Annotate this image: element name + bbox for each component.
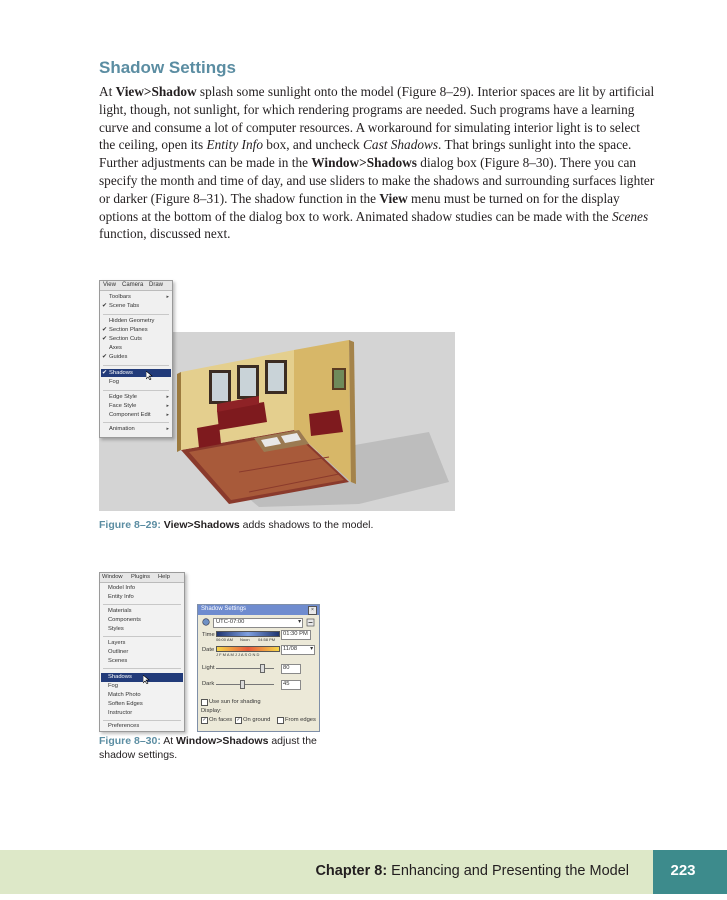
view-term: View (379, 190, 408, 206)
check-icon: ✔ (102, 327, 107, 333)
timezone-select[interactable]: UTC-07:00 ▾ (213, 618, 303, 628)
page-number: 223 (670, 862, 696, 879)
submenu-arrow-icon: ▸ (166, 403, 169, 409)
menu-item-soften-edges[interactable]: Soften Edges (108, 701, 143, 707)
on-ground-label: On ground (243, 717, 271, 723)
menu-camera[interactable]: Camera (122, 282, 144, 288)
use-sun-label: Use sun for shading (209, 699, 261, 705)
on-ground-checkbox[interactable]: ✓ (236, 717, 241, 723)
dark-slider-track[interactable] (216, 684, 274, 685)
check-icon: ✔ (102, 303, 107, 309)
menu-item-instructor[interactable]: Instructor (108, 710, 133, 716)
scenes-term: Scenes (611, 208, 649, 224)
submenu-arrow-icon: ▸ (166, 426, 169, 432)
light-slider-thumb[interactable] (260, 664, 265, 673)
dropdown-arrow-icon: ▾ (298, 619, 301, 625)
body-paragraph: At View>Shadow splash some sunlight onto the model (Figure 8–29). Interior spaces are lit by artificial light, though, not sunlight, for which rendering programs are needed. Such programs have a learning curve and consume a lot of computer resources. A workaround for simulating interior light is to select the ceiling, open its Entity Info box, and uncheck Cast Shadows. That brings sunlight into the space. Further adjustments can be made in the Window>Shadows dialog box (Figure 8–30). There you can specify the month and time of day, and use sliders to make the shadows and surrounding surfaces lighter or darker (Figure 8–31). The shadow function in the View menu must be turned on for the display options at the bottom of the dialog box to work. Animated shadow studies can be made with the Scenes function, discussed next. (99, 84, 655, 242)
menu-separator (103, 422, 169, 423)
menu-item-match-photo[interactable]: Match Photo (108, 692, 141, 698)
entity-info-term: Entity Info (206, 137, 263, 153)
dropdown-arrow-icon: ▾ (310, 646, 313, 652)
menu-separator (103, 365, 169, 366)
on-faces-label: On faces (209, 717, 233, 723)
menu-item-components[interactable]: Components (108, 617, 141, 623)
menu-item-face-style[interactable]: Face Style (109, 403, 137, 409)
figure-8-29 (99, 280, 455, 511)
menu-item-shadows[interactable]: Shadows (109, 370, 133, 376)
menu-item-guides[interactable]: Guides (109, 354, 128, 360)
menu-item-preferences[interactable]: Preferences (108, 723, 140, 729)
submenu-arrow-icon: ▸ (166, 412, 169, 418)
cast-shadows-term: Cast Shadows (363, 137, 439, 153)
mouse-cursor-icon (146, 371, 153, 380)
menu-item-section-cuts[interactable]: Section Cuts (109, 336, 142, 342)
menu-item-outliner[interactable]: Outliner (108, 649, 129, 655)
menu-item-styles[interactable]: Styles (108, 626, 124, 632)
light-label: Light (202, 665, 215, 671)
menu-item-scene-tabs[interactable]: Scene Tabs (109, 303, 140, 309)
mouse-cursor-icon (143, 675, 150, 684)
menu-view[interactable]: View (103, 282, 116, 288)
menu-item-animation[interactable]: Animation (109, 426, 135, 432)
menu-separator (103, 314, 169, 315)
globe-icon (202, 618, 210, 626)
menu-item-shadows[interactable]: Shadows (108, 674, 132, 680)
menu-item-component-edit[interactable]: Component Edit (109, 412, 151, 418)
menu-bar (100, 573, 184, 583)
menu-item-entity-info[interactable]: Entity Info (108, 594, 134, 600)
menu-bar (100, 281, 172, 291)
submenu-arrow-icon: ▸ (166, 294, 169, 300)
menu-item-materials[interactable]: Materials (108, 608, 132, 614)
menu-separator (103, 390, 169, 391)
date-label: Date (202, 647, 215, 653)
dark-field[interactable]: 45 (281, 680, 301, 690)
display-label: Display: (201, 708, 222, 714)
figure-8-30-caption: Figure 8–30: At Window>Shadows adjust the shadow settings. (99, 735, 317, 761)
on-faces-checkbox[interactable]: ✓ (202, 717, 207, 723)
check-icon: ✔ (102, 370, 107, 376)
menu-item-scenes[interactable]: Scenes (108, 658, 128, 664)
time-field[interactable]: 01:30 PM (281, 630, 311, 640)
shadow-settings-dialog (197, 604, 320, 732)
menu-separator (103, 720, 181, 721)
time-noon-label: Noon (240, 637, 250, 642)
time-end-label: 04:58 PM (258, 637, 276, 642)
menu-plugins[interactable]: Plugins (131, 574, 151, 580)
footer-band (0, 850, 653, 894)
check-icon: ✔ (102, 354, 107, 360)
use-sun-checkbox[interactable] (201, 699, 208, 706)
time-label: Time (202, 632, 215, 638)
menu-item-edge-style[interactable]: Edge Style (109, 394, 138, 400)
page-number-box (653, 850, 727, 894)
view-menu-dropdown (99, 280, 173, 438)
menu-separator (103, 668, 181, 669)
dialog-title: Shadow Settings (201, 606, 247, 612)
menu-draw[interactable]: Draw (149, 282, 164, 288)
dialog-title-bar (198, 605, 319, 615)
menu-item-hidden-geometry[interactable]: Hidden Geometry (109, 318, 155, 324)
menu-item-fog[interactable]: Fog (109, 379, 119, 385)
menu-item-toolbars[interactable]: Toolbars (109, 294, 131, 300)
menu-help[interactable]: Help (158, 574, 170, 580)
dark-label: Dark (202, 681, 215, 687)
check-icon: ✔ (102, 336, 107, 342)
window-menu-dropdown (99, 572, 185, 732)
menu-item-model-info[interactable]: Model Info (108, 585, 136, 591)
light-field[interactable]: 80 (281, 664, 301, 674)
section-heading: Shadow Settings (99, 58, 236, 77)
menu-item-axes[interactable]: Axes (109, 345, 122, 351)
date-field[interactable]: 11/08 ▾ (281, 645, 315, 655)
from-edges-checkbox[interactable] (277, 717, 284, 724)
close-icon[interactable]: × (308, 606, 317, 615)
chapter-footer: Chapter 8: Enhancing and Presenting the Model (315, 863, 629, 879)
time-start-label: 06:00 AM (216, 637, 233, 642)
view-shadow-term: View>Shadow (115, 84, 197, 99)
figure-8-29-caption: Figure 8–29: View>Shadows adds shadows to the model. (99, 519, 374, 531)
light-slider-track[interactable] (216, 668, 274, 669)
menu-item-layers[interactable]: Layers (108, 640, 126, 646)
menu-separator (103, 636, 181, 637)
date-months: J F M A M J J A S O N D (216, 652, 260, 657)
menu-separator (103, 604, 181, 605)
menu-item-fog[interactable]: Fog (108, 683, 118, 689)
menu-window[interactable]: Window (102, 574, 123, 580)
menu-item-section-planes[interactable]: Section Planes (109, 327, 148, 333)
submenu-arrow-icon: ▸ (166, 394, 169, 400)
from-edges-label: From edges (285, 717, 316, 723)
expand-toggle-icon[interactable] (306, 618, 315, 627)
dark-slider-thumb[interactable] (240, 680, 245, 689)
window-shadows-term: Window>Shadows (311, 155, 417, 171)
